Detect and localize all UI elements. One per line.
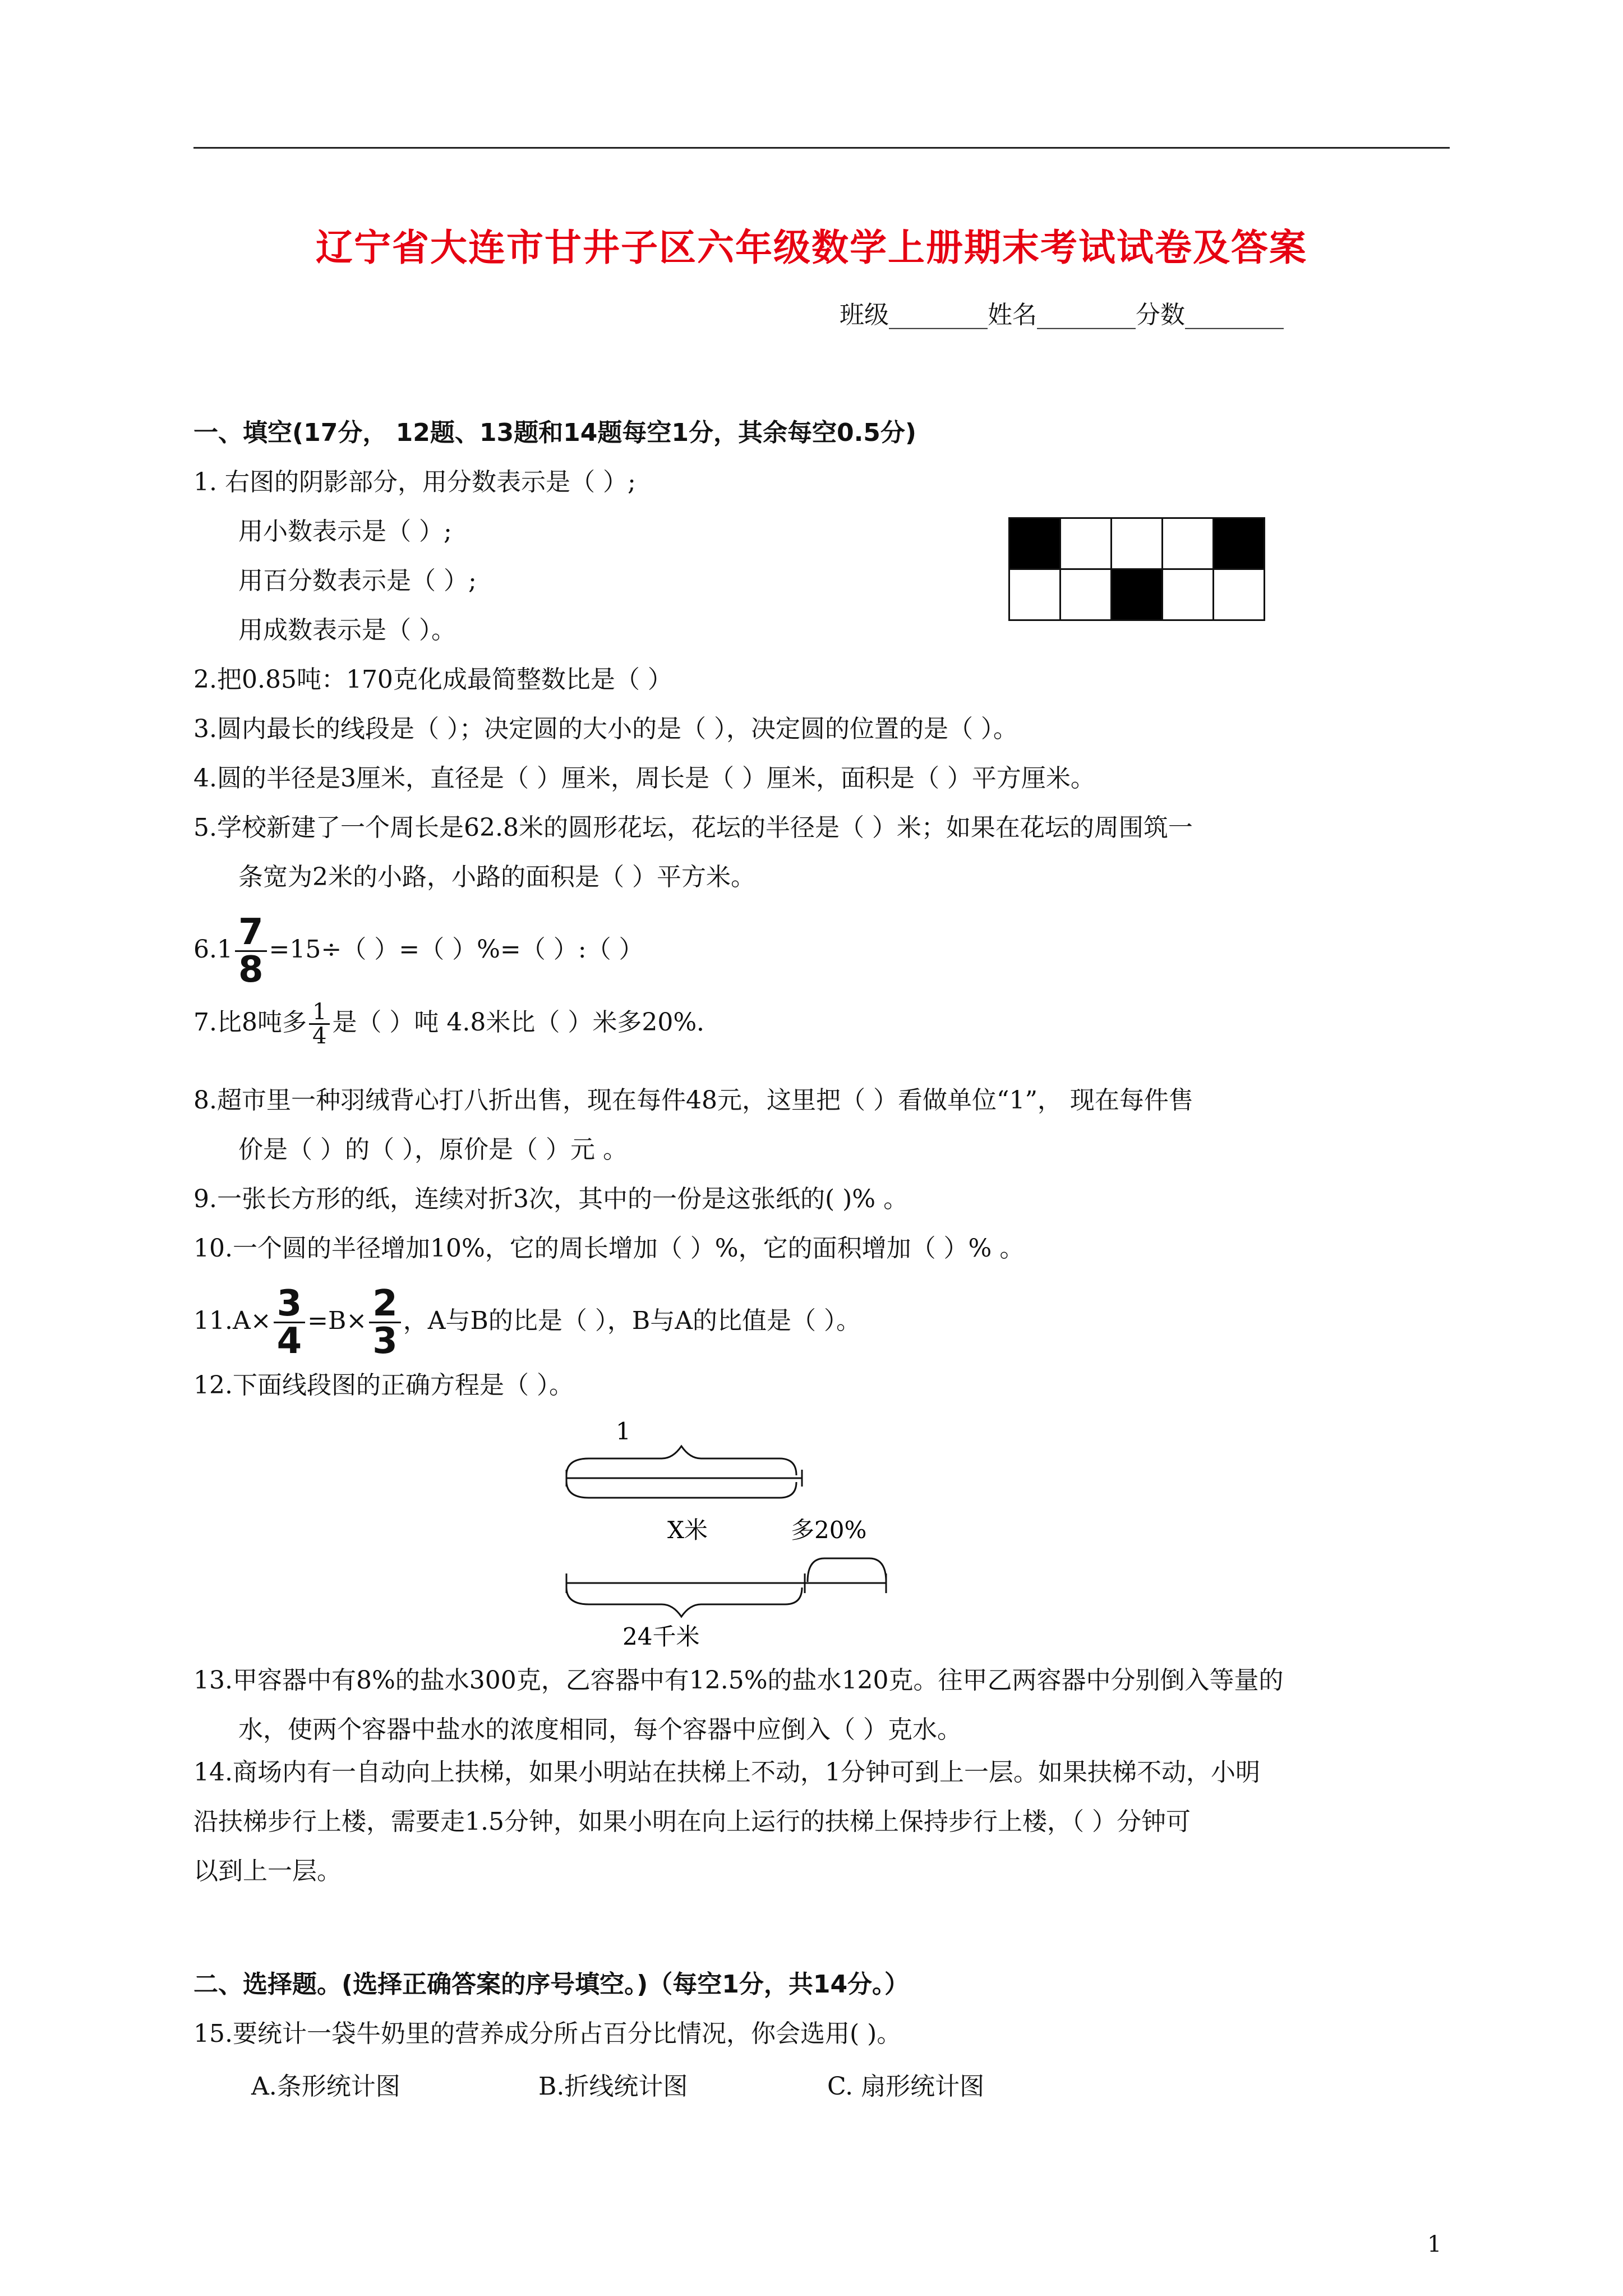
grid-cell	[1061, 569, 1112, 620]
extra-brace	[808, 1558, 886, 1582]
q11-numerator-b: 2	[369, 1286, 401, 1323]
q1-line3: 用百分数表示是（ ）;	[238, 567, 477, 595]
section1-heading: 一、填空(17分， 12题、13题和14题每空1分，其余每空0.5分)	[193, 418, 917, 447]
q10: 10.一个圆的半径增加10%，它的周长增加（ ）%，它的面积增加（ ）% 。	[193, 1234, 1025, 1263]
q11-fraction-b	[369, 1283, 401, 1362]
diagram-extra-label: 多20%	[791, 1516, 867, 1544]
q8-line2: 价是（ ）的（ ），原价是（ ）元 。	[238, 1135, 628, 1164]
section2-heading: 二、选择题。(选择正确答案的序号填空。)（每空1分，共14分。）	[193, 1970, 910, 1999]
header-fields: 班级________姓名________分数________	[840, 301, 1284, 329]
q14-line2: 沿扶梯步行上楼，需要走1.5分钟，如果小明在向上运行的扶梯上保持步行上楼，（ ）分钟可	[193, 1807, 1191, 1836]
top-under-brace	[566, 1481, 796, 1498]
q8-line1: 8.超市里一种羽绒背心打八折出售，现在每件48元，这里把（ ）看做单位“1”， 现在每件售	[193, 1086, 1193, 1115]
grid-cell	[1163, 569, 1214, 620]
q6-fraction	[235, 912, 267, 991]
q6-rest: =15÷（ ）=（ ）%=（ ）:（ ）	[269, 935, 644, 964]
q14-line1: 14.商场内有一自动向上扶梯，如果小明站在扶梯上不动，1分钟可到上一层。如果扶梯不动，小明	[193, 1758, 1260, 1787]
q11-prefix: 11.A×	[193, 1306, 271, 1335]
q6	[193, 912, 644, 991]
q11-fraction-a	[274, 1283, 306, 1362]
q5-line1: 5.学校新建了一个周长是62.8米的圆形花坛，花坛的半径是（ ）米；如果在花坛的周围筑一	[193, 813, 1193, 842]
q6-prefix: 6.1	[193, 935, 233, 964]
q7-rest: 是（ ）吨 4.8米比（ ）米多20%．	[332, 1008, 722, 1037]
q15: 15.要统计一袋牛奶里的营养成分所占百分比情况，你会选用( )。	[193, 2019, 902, 2048]
diagram-top-label: 1	[616, 1418, 631, 1445]
document-title: 辽宁省大连市甘井子区六年级数学上册期末考试试卷及答案	[316, 226, 1307, 269]
q2: 2.把0.85吨：170克化成最简整数比是（ ）	[193, 665, 672, 694]
q11	[193, 1283, 861, 1362]
q5-line2: 条宽为2米的小路，小路的面积是（ ）平方米。	[238, 863, 755, 891]
q11-rest: ，A与B的比是（ ），B与A的比值是（ ）。	[403, 1306, 861, 1335]
grid-cell	[1214, 569, 1265, 620]
shaded-grid	[1008, 517, 1265, 621]
grid-cell	[1061, 518, 1112, 569]
q7-numerator: 1	[309, 1001, 330, 1025]
q4: 4.圆的半径是3厘米，直径是（ ）厘米，周长是（ ）厘米，面积是（ ）平方厘米。	[193, 764, 1095, 793]
diagram-bottom-label: 24千米	[623, 1623, 700, 1649]
q3: 3.圆内最长的线段是（ ）；决定圆的大小的是（ ），决定圆的位置的是（ ）。	[193, 715, 1018, 743]
q7-prefix: 7.比8吨多	[193, 1008, 307, 1037]
q7-denominator: 4	[312, 1023, 327, 1049]
grid-cell	[1112, 569, 1163, 620]
q11-denominator-a: 4	[276, 1320, 302, 1362]
q1-line4: 用成数表示是（ ）。	[238, 616, 456, 645]
q13-line2: 水，使两个容器中盐水的浓度相同，每个容器中应倒入（ ）克水。	[238, 1715, 962, 1744]
q15-option-b: B.折线统计图	[538, 2072, 688, 2101]
q15-option-a: A.条形统计图	[251, 2072, 400, 2101]
top-brace	[566, 1446, 796, 1475]
top-rule	[193, 147, 1450, 149]
q7	[193, 1001, 721, 1047]
grid-cell	[1009, 569, 1061, 620]
grid-cell	[1009, 518, 1061, 569]
grid-cell	[1163, 518, 1214, 569]
grid-cell	[1112, 518, 1163, 569]
q6-numerator: 7	[235, 914, 267, 952]
bottom-brace	[566, 1588, 802, 1617]
q1-line2: 用小数表示是（ ）;	[238, 517, 452, 546]
page-number: 1	[1427, 2231, 1442, 2257]
q11-numerator-a: 3	[274, 1286, 306, 1323]
q11-denominator-b: 3	[372, 1320, 398, 1362]
q15-option-c: C. 扇形统计图	[827, 2072, 985, 2101]
q9: 9.一张长方形的纸，连续对折3次，其中的一份是这张纸的( )% 。	[193, 1185, 909, 1213]
q13-line1: 13.甲容器中有8%的盐水300克，乙容器中有12.5%的盐水120克。往甲乙两容器中分别倒入等量的	[193, 1666, 1284, 1695]
segment-diagram	[555, 1414, 903, 1651]
grid-cell	[1214, 518, 1265, 569]
q6-denominator: 8	[238, 949, 264, 991]
segment-diagram-svg	[555, 1414, 903, 1649]
q7-fraction	[309, 1001, 330, 1047]
q11-mid: =B×	[307, 1306, 367, 1335]
q12: 12.下面线段图的正确方程是（ ）。	[193, 1371, 574, 1400]
q1-line1: 1. 右图的阴影部分，用分数表示是（ ）;	[193, 468, 636, 496]
diagram-mid-label: X米	[667, 1516, 708, 1544]
q14-line3: 以到上一层。	[193, 1857, 342, 1885]
